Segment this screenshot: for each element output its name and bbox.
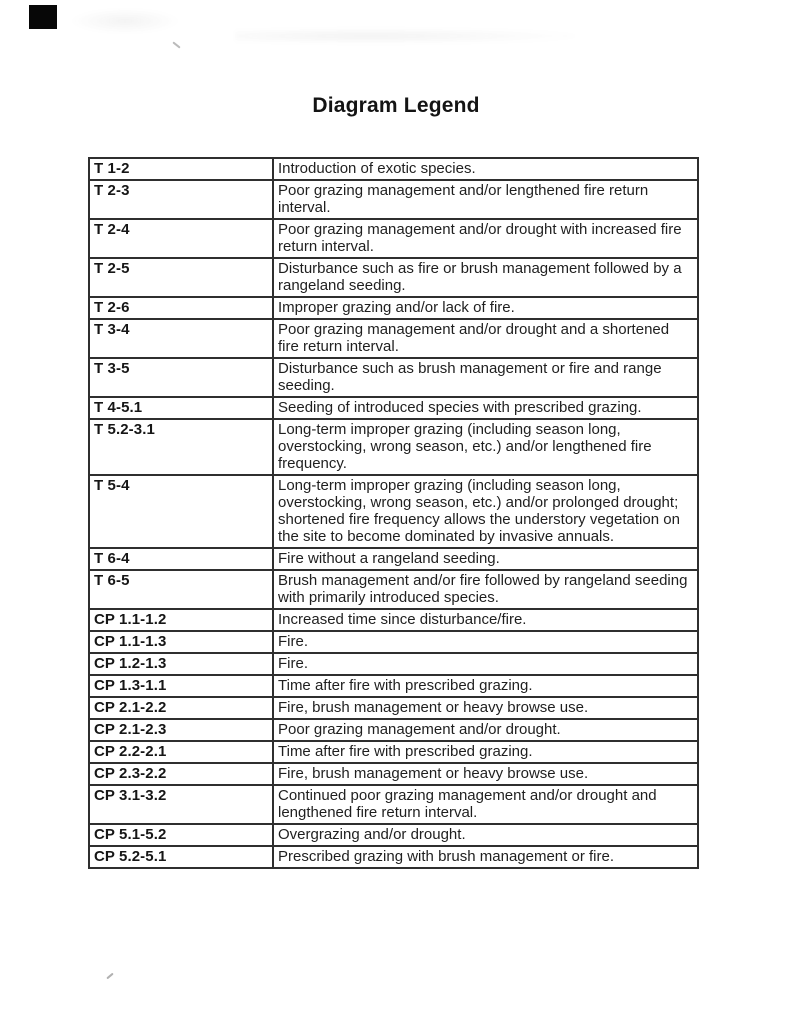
legend-row [89, 824, 698, 846]
legend-row [89, 609, 698, 631]
scan-pen-mark [172, 41, 180, 48]
legend-code-cell: T 2-4 [89, 219, 273, 258]
legend-desc-cell: Fire without a rangeland seeding. [273, 548, 698, 570]
legend-row [89, 631, 698, 653]
legend-code-cell: T 2-6 [89, 297, 273, 319]
legend-desc-cell: Introduction of exotic species. [273, 158, 698, 180]
legend-desc-cell: Continued poor grazing management and/or drought and lengthened fire return interval. [273, 785, 698, 824]
legend-code-cell: T 1-2 [89, 158, 273, 180]
legend-row [89, 397, 698, 419]
legend-row [89, 319, 698, 358]
legend-desc-cell: Prescribed grazing with brush management or fire. [273, 846, 698, 868]
legend-code-cell: CP 5.1-5.2 [89, 824, 273, 846]
legend-row [89, 763, 698, 785]
legend-code-cell: T 2-5 [89, 258, 273, 297]
legend-row [89, 675, 698, 697]
legend-code-cell: CP 3.1-3.2 [89, 785, 273, 824]
legend-code-cell: CP 1.1-1.3 [89, 631, 273, 653]
legend-desc-cell: Brush management and/or fire followed by rangeland seeding with primarily introduced species. [273, 570, 698, 609]
legend-desc-cell: Disturbance such as brush management or fire and range seeding. [273, 358, 698, 397]
legend-row [89, 358, 698, 397]
legend-row [89, 548, 698, 570]
legend-row [89, 697, 698, 719]
legend-row [89, 297, 698, 319]
page-title: Diagram Legend [312, 94, 480, 117]
legend-desc-cell: Disturbance such as fire or brush management followed by a rangeland seeding. [273, 258, 698, 297]
legend-code-cell: T 4-5.1 [89, 397, 273, 419]
legend-desc-cell: Poor grazing management and/or drought with increased fire return interval. [273, 219, 698, 258]
legend-code-cell: CP 2.1-2.2 [89, 697, 273, 719]
legend-table-body [89, 158, 698, 868]
legend-code-cell: T 5-4 [89, 475, 273, 548]
legend-row [89, 258, 698, 297]
legend-desc-cell: Time after fire with prescribed grazing. [273, 741, 698, 763]
legend-row [89, 741, 698, 763]
legend-row [89, 785, 698, 824]
legend-desc-cell: Fire, brush management or heavy browse use. [273, 763, 698, 785]
legend-row [89, 846, 698, 868]
legend-code-cell: CP 1.2-1.3 [89, 653, 273, 675]
legend-row [89, 570, 698, 609]
legend-desc-cell: Long-term improper grazing (including season long, overstocking, wrong season, etc.) and/or lengthened fire frequency. [273, 419, 698, 475]
scan-smudge [235, 28, 575, 44]
legend-desc-cell: Improper grazing and/or lack of fire. [273, 297, 698, 319]
legend-desc-cell: Poor grazing management and/or drought and a shortened fire return interval. [273, 319, 698, 358]
legend-desc-cell: Fire, brush management or heavy browse use. [273, 697, 698, 719]
legend-code-cell: T 5.2-3.1 [89, 419, 273, 475]
legend-desc-cell: Seeding of introduced species with prescribed grazing. [273, 397, 698, 419]
legend-code-cell: T 2-3 [89, 180, 273, 219]
scan-smudge [70, 8, 180, 34]
legend-row [89, 419, 698, 475]
legend-desc-cell: Overgrazing and/or drought. [273, 824, 698, 846]
legend-desc-cell: Poor grazing management and/or drought. [273, 719, 698, 741]
legend-row [89, 219, 698, 258]
legend-desc-cell: Long-term improper grazing (including season long, overstocking, wrong season, etc.) and/or prolonged drought; shortened fire frequency allows the understory vegetation on the site to become dominated by invasive annuals. [273, 475, 698, 548]
legend-code-cell: CP 1.3-1.1 [89, 675, 273, 697]
legend-row [89, 180, 698, 219]
legend-row [89, 653, 698, 675]
legend-row [89, 719, 698, 741]
legend-table [88, 157, 699, 869]
legend-row [89, 158, 698, 180]
legend-code-cell: CP 5.2-5.1 [89, 846, 273, 868]
scan-pen-mark [106, 973, 113, 980]
legend-code-cell: CP 1.1-1.2 [89, 609, 273, 631]
legend-code-cell: CP 2.3-2.2 [89, 763, 273, 785]
legend-desc-cell: Increased time since disturbance/fire. [273, 609, 698, 631]
legend-desc-cell: Time after fire with prescribed grazing. [273, 675, 698, 697]
legend-code-cell: T 3-4 [89, 319, 273, 358]
legend-code-cell: T 6-5 [89, 570, 273, 609]
legend-code-cell: T 6-4 [89, 548, 273, 570]
legend-desc-cell: Poor grazing management and/or lengthened fire return interval. [273, 180, 698, 219]
legend-desc-cell: Fire. [273, 631, 698, 653]
legend-desc-cell: Fire. [273, 653, 698, 675]
legend-code-cell: T 3-5 [89, 358, 273, 397]
legend-row [89, 475, 698, 548]
legend-code-cell: CP 2.1-2.3 [89, 719, 273, 741]
legend-code-cell: CP 2.2-2.1 [89, 741, 273, 763]
scan-corner-mark [29, 5, 57, 29]
